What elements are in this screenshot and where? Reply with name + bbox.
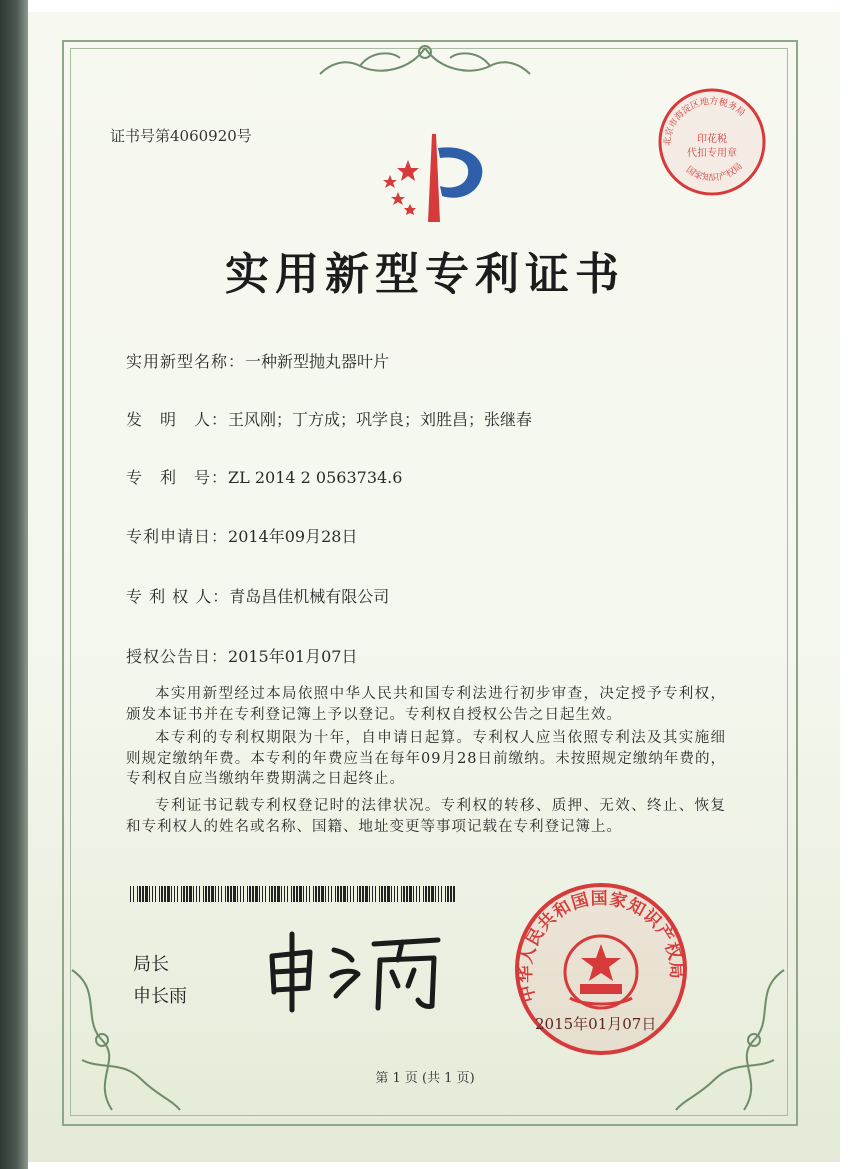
small-seal-line-2: 代扣专用章 (687, 148, 737, 159)
inventor-value: 王风刚；丁方成；巩学良；刘胜昌；张继春 (228, 410, 533, 429)
patentee-value: 青岛昌佳机械有限公司 (229, 587, 390, 606)
filing-date-row (126, 524, 357, 547)
utility-model-name-label: 实用新型名称： (126, 352, 246, 371)
utility-model-name-row (126, 349, 389, 372)
legal-paragraph-2: 本专利的专利权期限为十年，自申请日起算。专利权人应当依照专利法及其实施细则规定缴纳年费。本专利的年费应当在每年09月28日前缴纳。未按照规定缴纳年费的，专利权自应当缴纳年费期满之日起终止。 (126, 730, 726, 787)
binding-spine (0, 0, 28, 1169)
director-title: 局长 (133, 954, 169, 975)
small-seal-ring-text: 北京市海淀区地方税务局 (662, 96, 747, 147)
patentee-label: 专 利 权 人： (126, 587, 230, 606)
inventor-row (126, 407, 532, 430)
legal-paragraph-1: 本实用新型经过本局依照中华人民共和国专利法进行初步审查，决定授予专利权，颁发本证书并在专利登记簿上予以登记。专利权自授权公告之日起生效。 (126, 686, 726, 723)
director-signature (262, 926, 452, 1016)
patentee-row (126, 584, 389, 607)
seal-date: 2015年01月07日 (535, 1015, 657, 1033)
stamp-duty-seal (656, 86, 768, 198)
legal-paragraph-3: 专利证书记载专利权登记时的法律状况。专利权的转移、质押、无效、终止、恢复和专利权人的姓名或名称、国籍、地址变更等事项记载在专利登记簿上。 (126, 798, 726, 835)
page-footer: 第 1 页 (共 1 页) (375, 1071, 475, 1086)
grant-date-row (126, 644, 357, 667)
top-ornament (300, 40, 550, 90)
bottom-right-ornament (674, 960, 794, 1120)
barcode (130, 886, 455, 902)
inventor-label: 发 明 人： (126, 410, 229, 429)
patent-number-row (126, 465, 402, 488)
patent-number-value: ZL 2014 2 0563734.6 (228, 468, 403, 487)
patent-office-emblem (368, 130, 498, 230)
small-seal-line-1: 印花税 (697, 134, 727, 145)
patent-number-label: 专 利 号： (126, 468, 229, 487)
small-seal-bottom-text: 国家知识产权局 (683, 161, 745, 184)
certificate-number: 证书号第4060920号 (110, 127, 252, 145)
grant-date-label: 授权公告日： (126, 647, 229, 666)
filing-date-label: 专利申请日： (126, 527, 229, 546)
director-name: 申长雨 (133, 986, 187, 1007)
filing-date-value: 2014年09月28日 (228, 527, 358, 546)
utility-model-name-value: 一种新型抛丸器叶片 (245, 352, 390, 371)
grant-date-value: 2015年01月07日 (228, 647, 358, 666)
seal-ring-text: 中华人民共和国国家知识产权局 (515, 888, 687, 1005)
certificate-title: 实用新型专利证书 (225, 249, 625, 300)
